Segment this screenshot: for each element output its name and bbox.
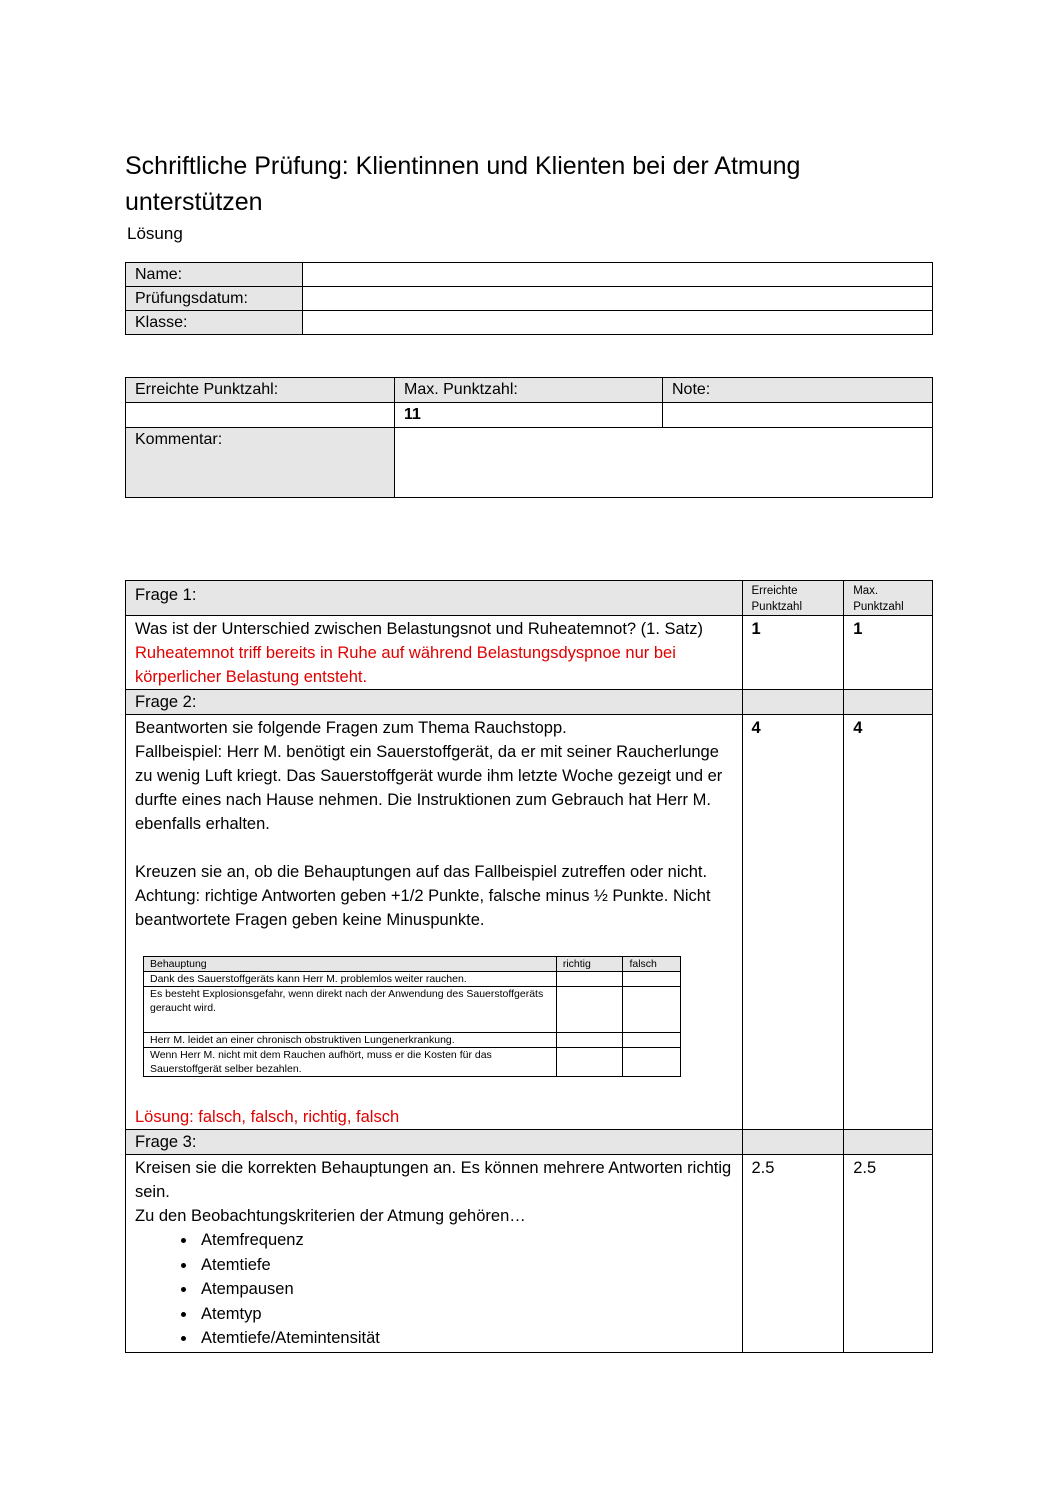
statements-header-row bbox=[144, 957, 681, 972]
question-2-reached[interactable]: 4 bbox=[742, 715, 844, 1130]
score-value-row bbox=[126, 403, 933, 428]
false-checkbox[interactable] bbox=[623, 972, 681, 987]
statements-table bbox=[143, 956, 681, 1077]
info-row-date bbox=[126, 287, 933, 311]
info-row-class bbox=[126, 311, 933, 335]
grade-field[interactable] bbox=[663, 403, 933, 428]
question-2-instruction: Kreuzen sie an, ob die Behauptungen auf das Fallbeispiel zutreffen oder nicht. Achtung: richtige Antworten geben +1/2 Punkte, falsche minus ½ Punkte. Nicht beantwortete Fragen geben keine Minuspunkte. bbox=[135, 863, 711, 929]
true-checkbox[interactable] bbox=[556, 1033, 623, 1048]
statement-row bbox=[144, 1048, 681, 1077]
false-header: falsch bbox=[623, 957, 681, 972]
statement-header: Behauptung bbox=[144, 957, 557, 972]
question-2-case: Fallbeispiel: Herr M. benötigt ein Sauerstoffgerät, da er mit seiner Raucherlunge zu wenig Luft kriegt. Das Sauerstoffgerät wurde ihm letzte Woche gezeigt und er durfte eines nach Hause nehmen. Die Instruktionen zum Gebrauch hat Herr M. ebenfalls erhalten. bbox=[135, 743, 723, 833]
reached-score-field[interactable] bbox=[126, 403, 395, 428]
class-label: Klasse: bbox=[126, 311, 303, 335]
statement-row bbox=[144, 987, 681, 1033]
option-item[interactable]: • Atemtiefe bbox=[197, 1253, 733, 1278]
name-field[interactable] bbox=[303, 263, 933, 287]
question-2-max: 4 bbox=[844, 715, 933, 1130]
statement-text: Es besteht Explosionsgefahr, wenn direkt nach der Anwendung des Sauerstoffgeräts geraucht wird. bbox=[144, 987, 557, 1033]
grade-label: Note: bbox=[663, 378, 933, 403]
true-header: richtig bbox=[556, 957, 623, 972]
max-points-header: Max. Punktzahl bbox=[844, 581, 933, 616]
questions-table bbox=[125, 580, 933, 1353]
statement-text: Dank des Sauerstoffgeräts kann Herr M. problemlos weiter rauchen. bbox=[144, 972, 557, 987]
page-subtitle: Lösung bbox=[127, 224, 183, 243]
question-1-header-row bbox=[126, 581, 933, 616]
comment-row bbox=[126, 428, 933, 498]
question-2-body-row bbox=[126, 715, 933, 1130]
comment-field[interactable] bbox=[395, 428, 933, 498]
true-checkbox[interactable] bbox=[556, 987, 623, 1033]
statement-text: Herr M. leidet an einer chronisch obstruktiven Lungenerkrankung. bbox=[144, 1033, 557, 1048]
question-1-max: 1 bbox=[844, 616, 933, 690]
question-3-max: 2.5 bbox=[844, 1155, 933, 1353]
option-item[interactable]: • Atemtyp bbox=[197, 1302, 733, 1327]
question-3-body-row bbox=[126, 1155, 933, 1353]
question-2-label: Frage 2: bbox=[126, 690, 743, 715]
class-field[interactable] bbox=[303, 311, 933, 335]
exam-date-field[interactable] bbox=[303, 287, 933, 311]
question-3-options bbox=[135, 1228, 733, 1351]
statement-row bbox=[144, 972, 681, 987]
question-1-answer: Ruheatemnot triff bereits in Ruhe auf während Belastungsdyspnoe nur bei körperlicher Belastung entsteht. bbox=[135, 644, 676, 686]
question-2-header-row bbox=[126, 690, 933, 715]
question-1-label: Frage 1: bbox=[126, 581, 743, 616]
question-1-reached[interactable]: 1 bbox=[742, 616, 844, 690]
option-item[interactable]: • Atemtiefe/Atemintensität bbox=[197, 1326, 733, 1351]
question-3-header-row bbox=[126, 1130, 933, 1155]
false-checkbox[interactable] bbox=[623, 987, 681, 1033]
question-1-body-row bbox=[126, 616, 933, 690]
statement-text: Wenn Herr M. nicht mit dem Rauchen aufhört, muss er die Kosten für das Sauerstoffgerät selber bezahlen. bbox=[144, 1048, 557, 1077]
reached-points-header: Erreichte Punktzahl bbox=[742, 581, 844, 616]
question-3-reached[interactable]: 2.5 bbox=[742, 1155, 844, 1353]
option-item[interactable]: • Atempausen bbox=[197, 1277, 733, 1302]
true-checkbox[interactable] bbox=[556, 1048, 623, 1077]
score-header-row bbox=[126, 378, 933, 403]
info-row-name bbox=[126, 263, 933, 287]
question-2-answer: Lösung: falsch, falsch, richtig, falsch bbox=[135, 1108, 400, 1126]
statement-row bbox=[144, 1033, 681, 1048]
student-info-table bbox=[125, 262, 933, 335]
reached-score-label: Erreichte Punktzahl: bbox=[126, 378, 395, 403]
question-1-text: Was ist der Unterschied zwischen Belastungsnot und Ruheatemnot? (1. Satz) bbox=[135, 620, 704, 638]
exam-date-label: Prüfungsdatum: bbox=[126, 287, 303, 311]
comment-label: Kommentar: bbox=[126, 428, 395, 498]
true-checkbox[interactable] bbox=[556, 972, 623, 987]
option-item[interactable]: • Atemfrequenz bbox=[197, 1228, 733, 1253]
max-score-value: 11 bbox=[395, 403, 663, 428]
false-checkbox[interactable] bbox=[623, 1048, 681, 1077]
page-title: Schriftliche Prüfung: Klientinnen und Klienten bei der Atmung unterstützen bbox=[125, 152, 801, 216]
question-3-intro: Kreisen sie die korrekten Behauptungen an. Es können mehrere Antworten richtig sein. bbox=[135, 1159, 732, 1201]
name-label: Name: bbox=[126, 263, 303, 287]
question-3-label: Frage 3: bbox=[126, 1130, 743, 1155]
false-checkbox[interactable] bbox=[623, 1033, 681, 1048]
question-2-intro: Beantworten sie folgende Fragen zum Thema Rauchstopp. bbox=[135, 719, 567, 737]
question-3-lead: Zu den Beobachtungskriterien der Atmung gehören… bbox=[135, 1207, 526, 1225]
score-table bbox=[125, 377, 933, 498]
max-score-label: Max. Punktzahl: bbox=[395, 378, 663, 403]
